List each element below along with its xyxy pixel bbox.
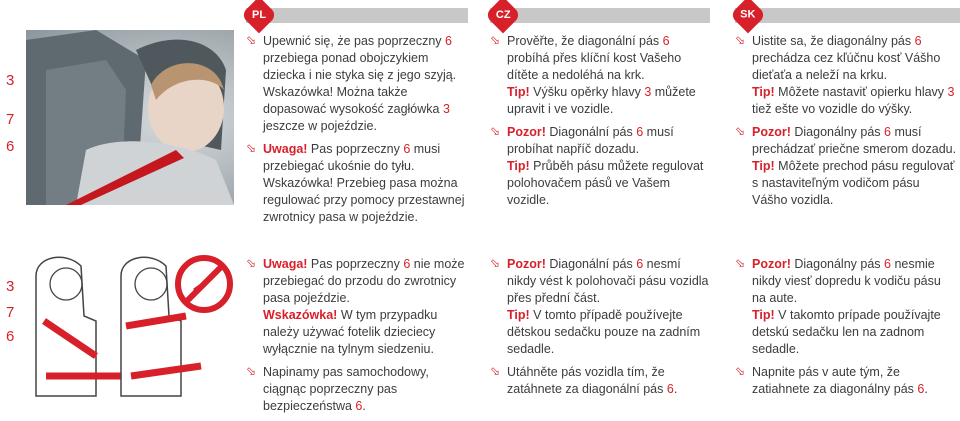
arrow-bullet-icon: ⬂ <box>735 124 746 138</box>
cz-top-section <box>490 33 712 215</box>
arrow-bullet-icon: ⬂ <box>246 364 257 378</box>
sk-top-section <box>735 33 957 215</box>
list-item: ⬂ Uwaga! Pas poprzeczny 6 nie może przebiegać do przodu do zwrotnicy pasa pojeździe. Wskazówka! W tym przypadku należy używać fotelik dzieciecy wyłącznie na tylnym siedzeniu. <box>246 256 465 356</box>
list-item: ⬂ Pozor! Diagonálny pás 6 nesmie nikdy viesť dopredu k vodiču pásu na aute. Tip! V takomto prípade používajte detskú sedačku len na zadnom sedadle. <box>735 256 941 356</box>
step-number: 3 <box>6 72 15 89</box>
list-item: ⬂ Pozor! Diagonální pás 6 musí probíhat napříč dozadu. Tip! Průběh pásu můžete regulovat polohovačem pásů ve Vašem vozidle. <box>490 124 704 207</box>
badge-sk: SK <box>730 0 767 33</box>
step-number: 6 <box>6 328 15 345</box>
step-number: 7 <box>6 304 15 321</box>
header-bar-sk <box>735 8 960 23</box>
badge-cz: CZ <box>485 0 522 33</box>
pl-bottom-section <box>246 256 470 421</box>
arrow-bullet-icon: ⬂ <box>735 364 746 378</box>
arrow-bullet-icon: ⬂ <box>490 33 501 47</box>
arrow-bullet-icon: ⬂ <box>490 256 501 270</box>
list-item: ⬂ Napnite pás v aute tým, že zatiahnete za diagonálny pás 6. <box>735 364 928 396</box>
badge-pl: PL <box>241 0 278 33</box>
arrow-bullet-icon: ⬂ <box>490 124 501 138</box>
belt-routing-illustration <box>26 246 234 406</box>
step-number: 6 <box>6 138 15 155</box>
prohibited-sign-icon <box>178 258 230 310</box>
list-item: ⬂ Uwaga! Pas poprzeczny 6 musi przebiegać ukośnie do tyłu. Wskazówka! Przebieg pasa można regulować przy pomocy przestawnej zwrotnicy pasa w pojeździe. <box>246 141 465 224</box>
cz-bottom-section <box>490 256 712 404</box>
header-bar-pl <box>246 8 468 23</box>
list-item: ⬂ Utáhněte pás vozidla tím, že zatáhnete za diagonální pás 6. <box>490 364 678 396</box>
list-item: ⬂ Prověřte, že diagonální pás 6 probíhá přes klíční kost Vašeho dítěte a nedoléhá na krk. Tip! Výšku opěrky hlavy 3 můžete upravit i ve vozidle. <box>490 33 696 116</box>
pl-top-section <box>246 33 470 232</box>
step-number: 3 <box>6 278 15 295</box>
sk-bottom-section <box>735 256 957 404</box>
list-item: ⬂ Pozor! Diagonálny pás 6 musí prechádzať priečne smerom dozadu. Tip! Môžete prechod pásu regulovať s nastaviteľným vodičom pásu Vášho vozidla. <box>735 124 957 207</box>
list-item: ⬂ Pozor! Diagonální pás 6 nesmí nikdy vést k polohovači pásu vozidla přes přední část. Tip! V tomto případě používejte dětskou sedačku pouze na zadním sedadle. <box>490 256 709 356</box>
child-seat-photo <box>26 30 234 205</box>
arrow-bullet-icon: ⬂ <box>735 33 746 47</box>
step-number: 7 <box>6 111 15 128</box>
arrow-bullet-icon: ⬂ <box>735 256 746 270</box>
header-bar-cz <box>490 8 710 23</box>
arrow-bullet-icon: ⬂ <box>246 141 257 155</box>
list-item: ⬂ Uistite sa, že diagonálny pás 6 prechádza cez kľúčnu kosť Vášho dieťaťa a neleží na krku. Tip! Môžete nastaviť opierku hlavy 3 tiež ešte vo vozidle do výšky. <box>735 33 955 116</box>
arrow-bullet-icon: ⬂ <box>246 256 257 270</box>
arrow-bullet-icon: ⬂ <box>246 33 257 47</box>
list-item: ⬂ Napinamy pas samochodowy, ciągnąc poprzeczny pas bezpieczeństwa 6. <box>246 364 429 413</box>
arrow-bullet-icon: ⬂ <box>490 364 501 378</box>
list-item: ⬂ Upewnić się, że pas poprzeczny 6 przebiega ponad obojczykiem dziecka i nie styka się z jego szyją. Wskazówka! Można także dopasować wysokość zagłówka 3 jeszcze w pojeździe. <box>246 33 457 133</box>
